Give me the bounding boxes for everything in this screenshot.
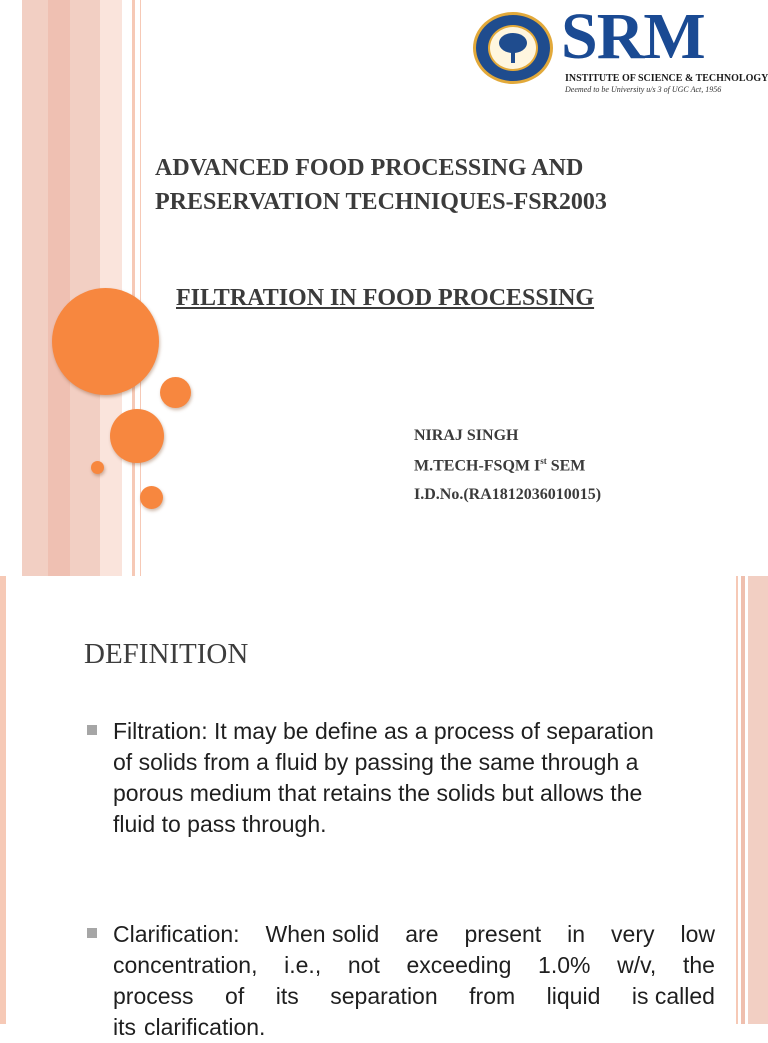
- text-line: Clarification: When solid are present in very low: [113, 921, 715, 947]
- institute-logo-wordmark: SRM: [561, 0, 705, 73]
- decorative-stripe: [741, 576, 745, 1024]
- decorative-circle: [160, 377, 191, 408]
- decorative-circle: [140, 486, 163, 509]
- text-line: porous medium that retains the solids but allows the: [113, 780, 643, 806]
- author-id: I.D.No.(RA1812036010015): [414, 486, 602, 503]
- decorative-stripe: [0, 576, 6, 1024]
- decorative-stripe: [748, 576, 768, 1024]
- slide-heading: DEFINITION: [84, 638, 249, 670]
- institute-seal-logo: [473, 12, 553, 84]
- institute-logo-subtitle: INSTITUTE OF SCIENCE & TECHNOLOGY: [565, 73, 768, 84]
- text-line: concentration, i.e., not exceeding 1.0% w/v, the: [113, 952, 715, 978]
- definition-slide: [0, 576, 768, 1040]
- decorative-line: [140, 0, 141, 576]
- tree-emblem-icon: [488, 25, 538, 71]
- text-line: its clarification.: [113, 1014, 266, 1040]
- topic-title: FILTRATION IN FOOD PROCESSING: [176, 285, 595, 311]
- decorative-circle-large: [52, 288, 159, 395]
- text-line: of solids from a fluid by passing the same through a: [113, 749, 639, 775]
- bullet-square-icon: [87, 725, 97, 735]
- author-program: M.TECH-FSQM Ist SEM: [414, 456, 586, 475]
- decorative-stripe: [48, 0, 70, 576]
- text-line: Filtration: It may be define as a process of separation: [113, 718, 654, 744]
- author-name: NIRAJ SINGH: [414, 427, 519, 444]
- text-line: process of its separation from liquid is called: [113, 983, 715, 1009]
- decorative-line: [132, 0, 135, 576]
- clarification-definition: [113, 919, 715, 1043]
- filtration-definition: [113, 716, 715, 840]
- decorative-circle: [110, 409, 164, 463]
- text-line: fluid to pass through.: [113, 811, 327, 837]
- course-title: ADVANCED FOOD PROCESSING AND PRESERVATION TECHNIQUES-FSR2003: [155, 155, 607, 215]
- institute-logo-tagline: Deemed to be University u/s 3 of UGC Act, 1956: [565, 85, 722, 94]
- decorative-line: [736, 576, 738, 1024]
- decorative-circle-small: [91, 461, 104, 474]
- bullet-square-icon: [87, 928, 97, 938]
